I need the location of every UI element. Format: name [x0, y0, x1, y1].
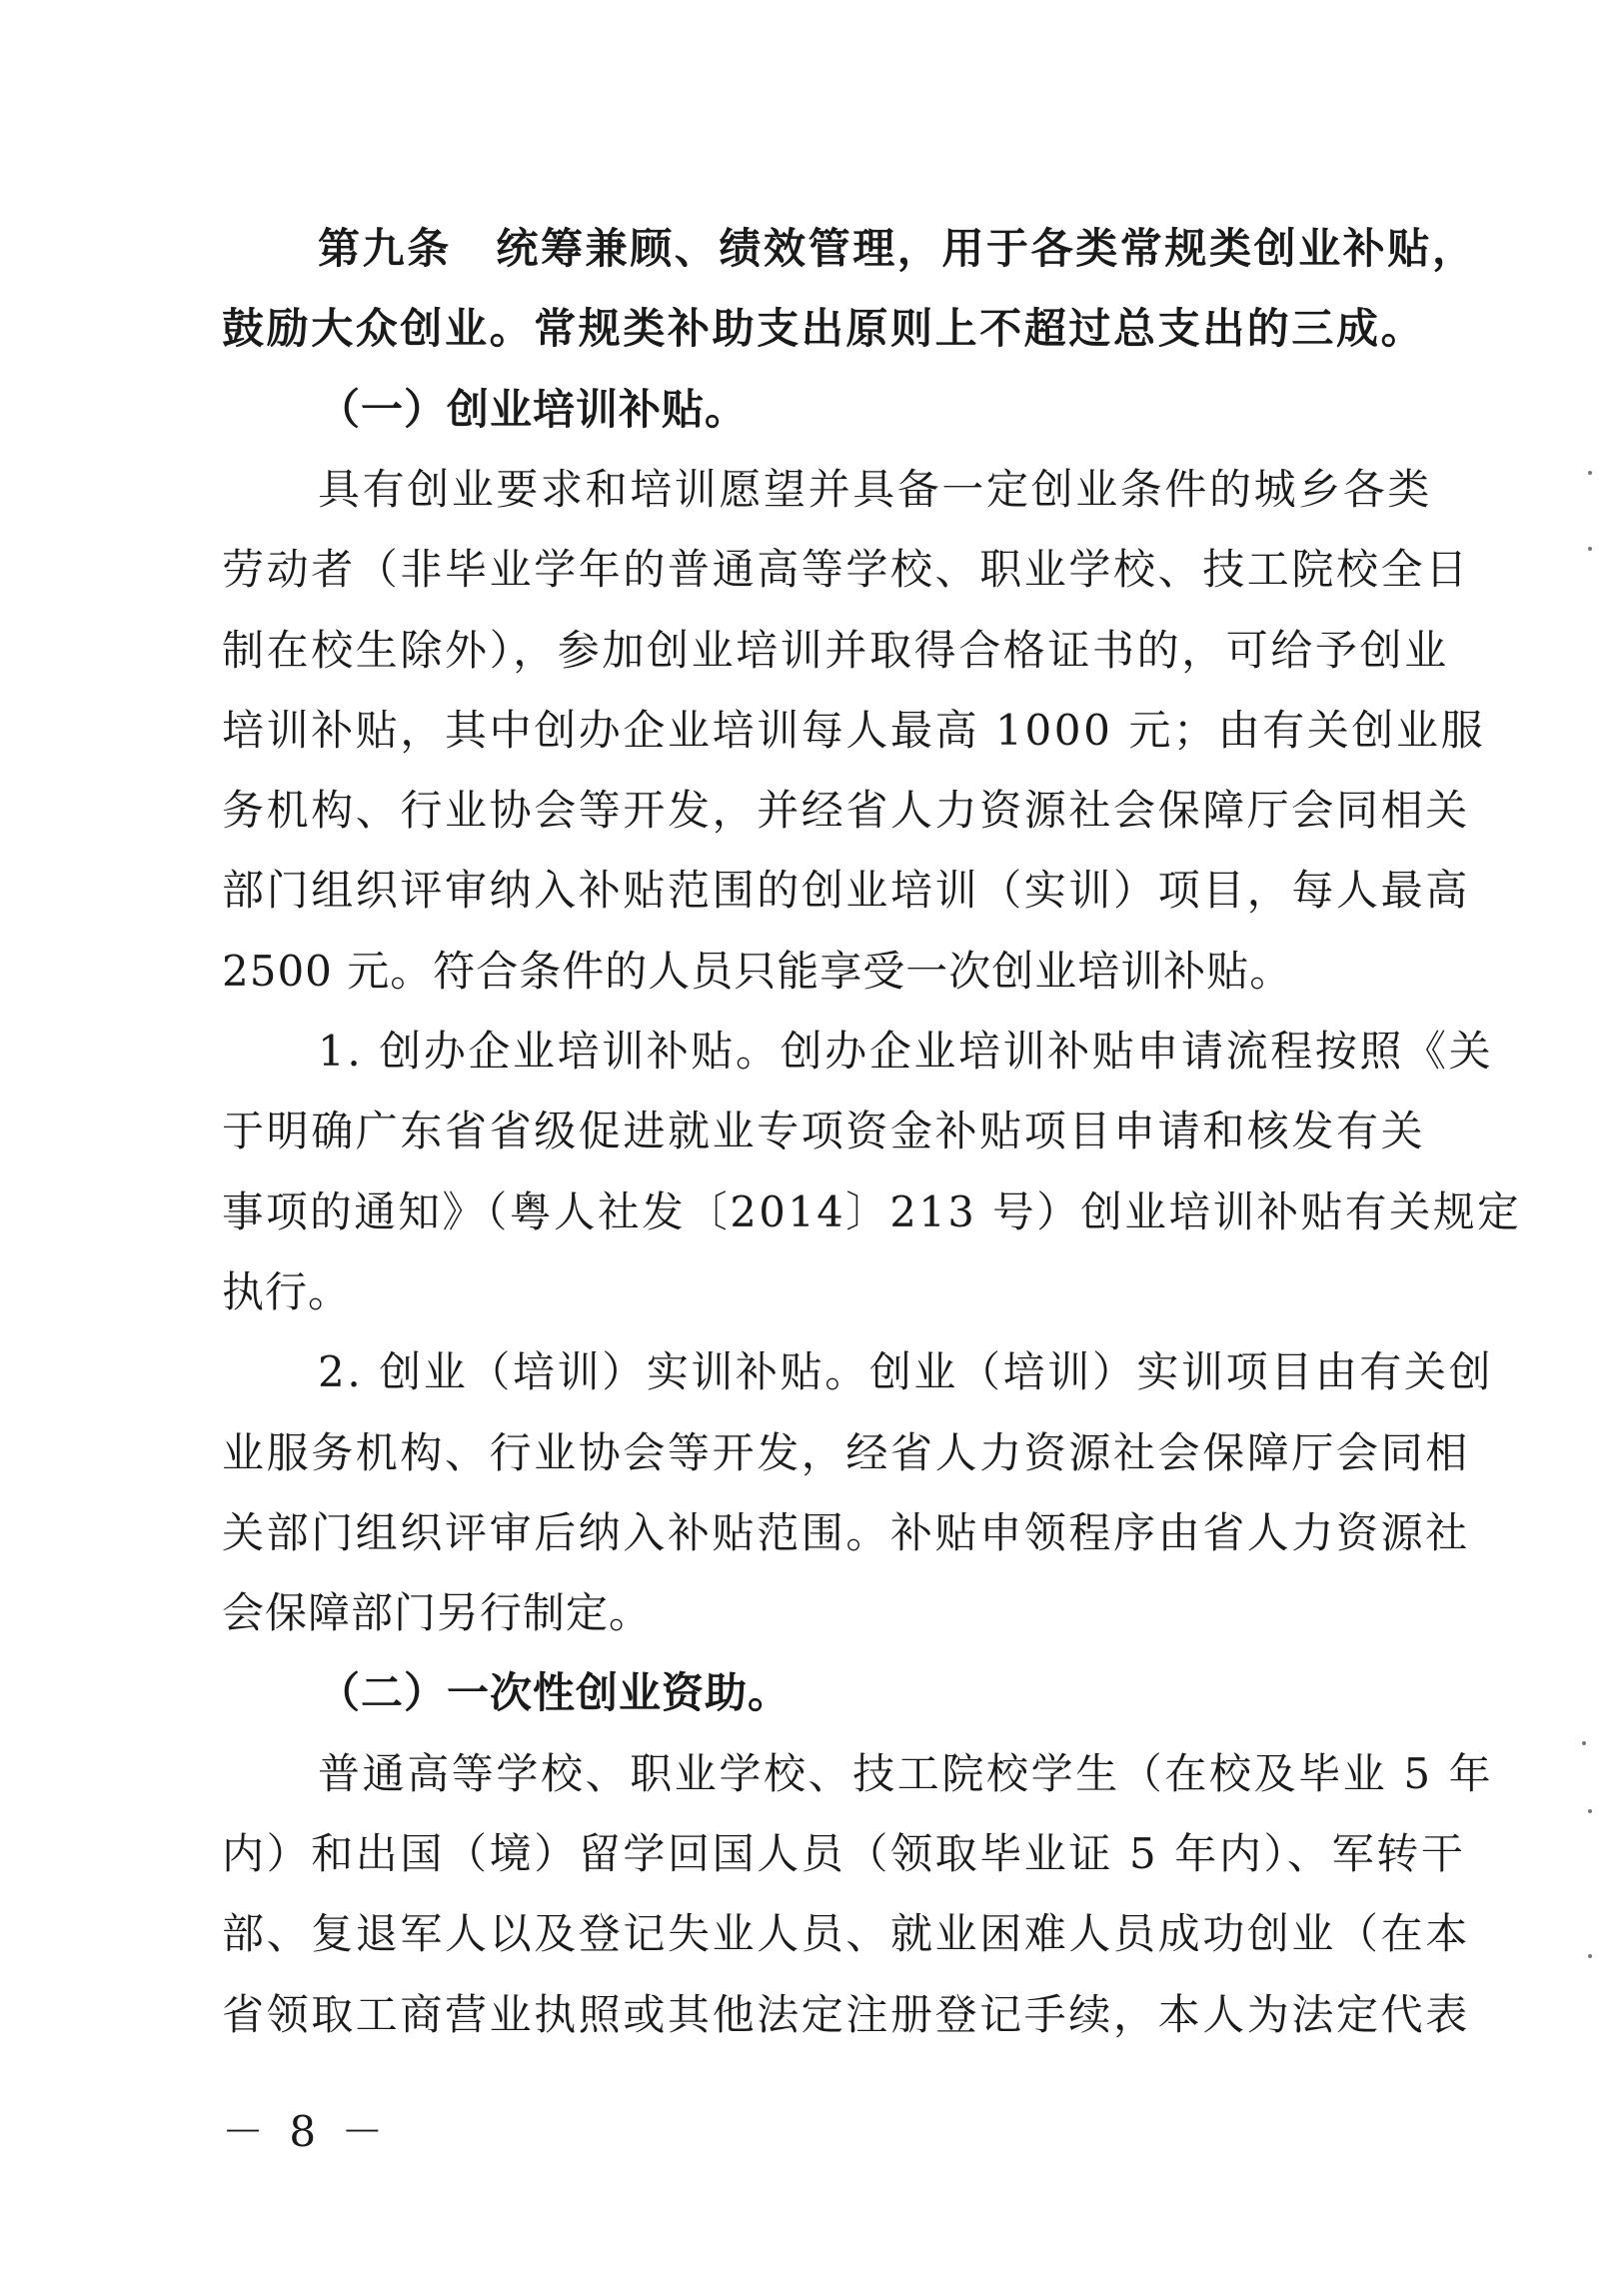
body-text-line: 培训补贴，其中创办企业培训每人最高 1000 元；由有关创业服 [222, 706, 1486, 755]
body-text-line: 2500 元。符合条件的人员只能享受一次创业培训补贴。 [222, 947, 1293, 996]
body-text-line: 劳动者（非毕业学年的普通高等学校、职业学校、技工院校全日 [222, 545, 1470, 594]
body-text-line: 业服务机构、行业协会等开发，经省人力资源社会保障厅会同相 [222, 1428, 1470, 1477]
body-text-line: 制在校生除外），参加创业培训并取得合格证书的，可给予创业 [222, 626, 1449, 675]
section-heading-line: 第九条 统筹兼顾、绩效管理，用于各类常规类创业补贴， [318, 224, 1477, 273]
scan-speck [1588, 471, 1592, 475]
body-text-line: 部门组织评审纳入补贴范围的创业培训（实训）项目，每人最高 [222, 866, 1470, 915]
body-text-line: 1. 创办企业培训补贴。创办企业培训补贴申请流程按照《关 [318, 1027, 1494, 1076]
section-heading-line: 鼓励大众创业。常规类补助支出原则上不超过总支出的三成。 [222, 304, 1426, 353]
scan-speck [1582, 1741, 1586, 1745]
body-text-line: 执行。 [222, 1267, 352, 1316]
body-text-line: 于明确广东省省级促进就业专项资金补贴项目申请和核发有关 [222, 1107, 1426, 1155]
body-text-line: 具有创业要求和培训愿望并具备一定创业条件的城乡各类 [318, 465, 1433, 514]
page-number: － 8 － [222, 2107, 390, 2156]
section-heading-line: （一）创业培训补贴。 [318, 385, 749, 434]
scan-speck [1588, 1954, 1592, 1958]
section-heading-line: （二）一次性创业资助。 [318, 1668, 792, 1717]
scan-speck [1588, 547, 1592, 551]
body-text-line: 事项的通知》（粤人社发〔2014〕213 号）创业培训补贴有关规定 [222, 1187, 1522, 1236]
body-text-line: 务机构、行业协会等开发，并经省人力资源社会保障厅会同相关 [222, 786, 1470, 835]
body-text-line: 普通高等学校、职业学校、技工院校学生（在校及毕业 5 年 [318, 1749, 1494, 1798]
scan-speck [1588, 1809, 1592, 1813]
body-text-line: 关部门组织评审后纳入补贴范围。补贴申领程序由省人力资源社 [222, 1508, 1470, 1557]
body-text-line: 会保障部门另行制定。 [222, 1588, 653, 1637]
body-text-line: 内）和出国（境）留学回国人员（领取毕业证 5 年内）、军转干 [222, 1829, 1466, 1878]
body-text-line: 省领取工商营业执照或其他法定注册登记手续，本人为法定代表 [222, 1990, 1470, 2039]
body-text-line: 2. 创业（培训）实训补贴。创业（培训）实训项目由有关创 [318, 1347, 1494, 1396]
body-text-line: 部、复退军人以及登记失业人员、就业困难人员成功创业（在本 [222, 1909, 1470, 1958]
